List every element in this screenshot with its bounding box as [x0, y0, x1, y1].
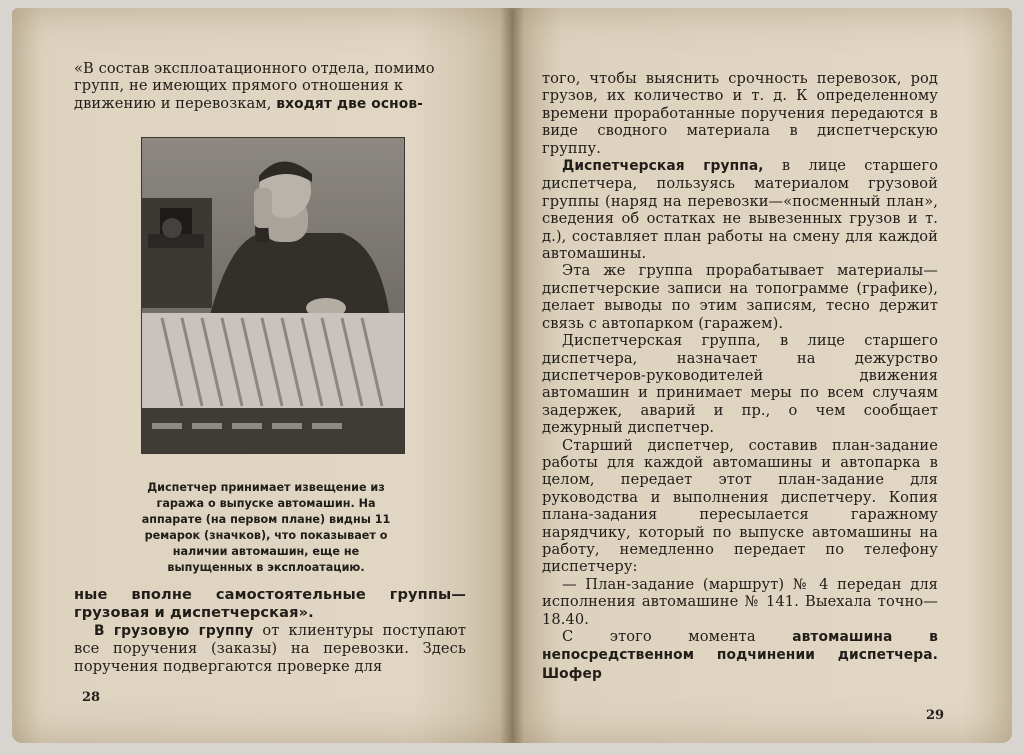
intro-line-3-text: движению и перевозкам, [74, 94, 272, 112]
right-paragraph-7 [542, 628, 938, 683]
left-body-text [74, 586, 466, 675]
photo-caption: Диспетчер принимает извещение из гаража о выпуске автомашин. На аппарате (на первом плане) видны 11 ремарок (значков), что показывает о наличии автомашин, еще не выпущенных в эксплоатацию. [141, 481, 391, 574]
right-paragraph-7-text: С этого момента [562, 628, 756, 645]
right-paragraph-6: — План-задание (маршрут) № 4 передан для исполнения автомашине № 141. Выехала точно—18.40. [542, 575, 938, 628]
right-page [512, 8, 1012, 743]
intro-line-3 [74, 95, 466, 113]
continuation-bold: ные вполне самостоятельные группы—грузовая и диспетчерская». [74, 586, 466, 621]
dispatcher-photo [142, 138, 404, 453]
dispatcher-photo-image [142, 138, 404, 453]
cargo-group-paragraph [74, 622, 466, 675]
right-paragraph-7-bold: автомашина в непосредственном подчинении диспетчера. Шофер [542, 629, 938, 682]
dispatch-group-text: в лице старшего диспетчера, пользуясь материалом грузовой группы (наряд на перевозки—«посменный план», сведения об остатках не вывезенных грузов и т. д.), составляет план работы на смену для каждой автомашины. [542, 157, 938, 263]
right-page-number: 29 [926, 708, 945, 723]
right-paragraph-5: Старший диспетчер, составив план-задание работы для каждой автомашины и автопарка в целом, передает этот план-задание для руководства и выполнения диспетчеру. Копия плана-задания пересылается гаражному нарядчику, который по выпуске автомашины на работу, немедленно передает по телефону диспетчеру: [542, 436, 938, 576]
right-paragraph-4: Диспетчерская группа, в лице старшего диспетчера, назначает на дежурство диспетчеров-руководителей движения автомашин и принимает меры по всем случаям задержек, аварий и пр., о чем сообщает дежурный диспетчер. [542, 332, 938, 437]
intro-line-2: групп, не имеющих прямого отношения к [74, 77, 404, 95]
dispatch-group-paragraph [542, 157, 938, 262]
left-intro-text [74, 60, 466, 113]
left-page [12, 8, 512, 743]
cargo-group-heading: В грузовую группу [94, 623, 254, 639]
dispatch-group-heading: Диспетчерская группа, [562, 158, 764, 175]
right-paragraph-3: Эта же группа прорабатывает материалы—диспетчерские записи на топограмме (графике), делает выводы по этим записям, тесно держит связь с автопарком (гаражем). [542, 262, 938, 332]
book-gutter [500, 8, 524, 743]
intro-bold-tail: входят две основ- [276, 95, 424, 112]
left-page-number: 28 [82, 690, 101, 705]
right-paragraph-1: того, чтобы выяснить срочность перевозок, род грузов, их количество и т. д. К определенному времени проработанные поручения передаются в виде сводного материала в диспетчерскую группу. [542, 70, 938, 157]
intro-line-1: «В состав эксплоатационного отдела, помимо [74, 60, 435, 77]
right-body-text [542, 70, 938, 683]
cargo-group-text: от клиентуры поступают все поручения (заказы) на перевозки. Здесь поручения подвергаются проверке для [74, 622, 466, 675]
